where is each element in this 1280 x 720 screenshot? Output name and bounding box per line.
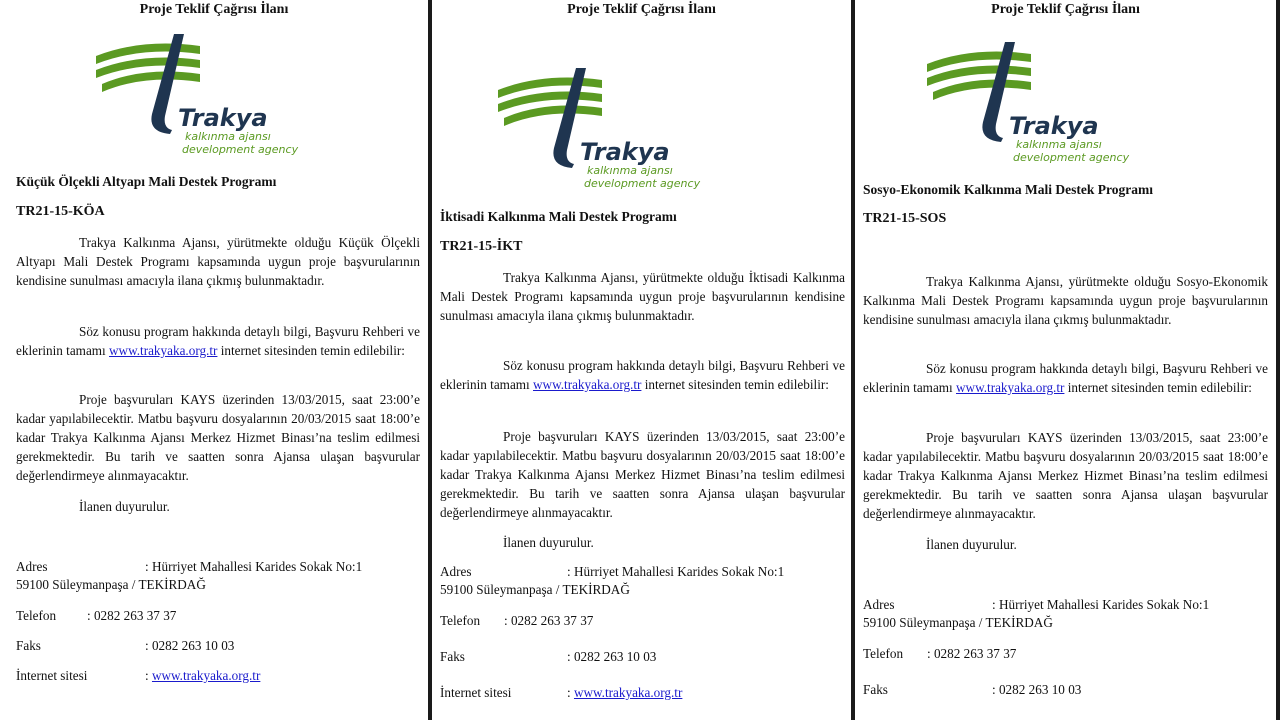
website-link[interactable]: www.trakyaka.org.tr — [956, 380, 1065, 395]
address-line2: 59100 Süleymanpaşa / TEKİRDAĞ — [440, 582, 630, 597]
svg-text:kalkınma ajansı: kalkınma ajansı — [185, 130, 271, 143]
svg-text:Trakya: Trakya — [1009, 112, 1099, 140]
fax-row: Faks : 0282 263 10 03 — [863, 682, 1082, 697]
deadline-paragraph: Proje başvuruları KAYS üzerinden 13/03/2015, saat 23:00’e kadar yapılabilecektir. Matbu başvuru dosyalarının 20/03/2015 saat 18:00’e kadar Trakya Kalkınma Ajansı Merkez Hizmet Binası’na teslim edilmesi gerekmektedir. Bu tarih ve saatten sonra Ajansa ulaşan başvurular değerlendirmeye alınmayacaktır. — [440, 429, 845, 520]
svg-text:development agency: development agency — [182, 143, 299, 156]
website-link[interactable]: www.trakyaka.org.tr — [151, 668, 261, 683]
announcement-page-3 — [855, 0, 1276, 720]
intro-paragraph: Trakya Kalkınma Ajansı, yürütmekte olduğu İktisadi Kalkınma Mali Destek Programı kapsamında uygun proje başvurularının kendisine sunulması amacıyla ilana çıkmış bulunmaktadır. — [440, 270, 845, 323]
program-code: TR21-15-KÖA — [16, 204, 105, 219]
intro-paragraph: Trakya Kalkınma Ajansı, yürütmekte olduğu Küçük Ölçekli Altyapı Mali Destek Programı kapsamında uygun proje başvurularının kendisine sunulması amacıyla ilana çıkmış bulunmaktadır. — [16, 235, 420, 288]
website-link[interactable]: www.trakyaka.org.tr — [573, 685, 683, 700]
program-title: Sosyo-Ekonomik Kalkınma Mali Destek Programı — [863, 182, 1154, 197]
address-line2: 59100 Süleymanpaşa / TEKİRDAĞ — [863, 615, 1053, 630]
address-row: Adres : Hürriyet Mahallesi Karides Sokak No:1 — [16, 559, 363, 574]
trakya-logo — [92, 32, 312, 160]
website-link[interactable]: www.trakyaka.org.tr — [533, 377, 642, 392]
website-link[interactable]: www.trakyaka.org.tr — [109, 343, 218, 358]
svg-text:kalkınma ajansı: kalkınma ajansı — [587, 164, 673, 177]
phone-row: Telefon : 0282 263 37 37 — [16, 608, 177, 623]
trakya-logo — [494, 66, 714, 194]
program-code: TR21-15-SOS — [863, 211, 947, 226]
deadline-paragraph: Proje başvuruları KAYS üzerinden 13/03/2015, saat 23:00’e kadar yapılabilecektir. Matbu başvuru dosyalarının 20/03/2015 saat 18:00’e kadar Trakya Kalkınma Ajansı Merkez Hizmet Binası’na teslim edilmesi gerekmektedir. Bu tarih ve saatten sonra Ajansa ulaşan başvurular değerlendirmeye alınmayacaktır. — [16, 392, 420, 483]
svg-text:development agency: development agency — [584, 177, 701, 190]
address-line2: 59100 Süleymanpaşa / TEKİRDAĞ — [16, 577, 206, 592]
svg-text:Trakya: Trakya — [178, 104, 268, 132]
phone-row: Telefon : 0282 263 37 37 — [440, 613, 594, 628]
intro-paragraph: Trakya Kalkınma Ajansı, yürütmekte olduğu Sosyo-Ekonomik Kalkınma Mali Destek Programı kapsamında uygun proje başvurularının kendisine sunulması amacıyla ilana çıkmış bulunmaktadır. — [863, 274, 1268, 327]
announce-text: İlanen duyurulur. — [503, 535, 594, 550]
announce-text: İlanen duyurulur. — [79, 499, 170, 514]
fax-row: Faks : 0282 263 10 03 — [16, 638, 235, 653]
fax-row: Faks : 0282 263 10 03 — [440, 649, 657, 664]
info-paragraph: Söz konusu program hakkında detaylı bilgi, Başvuru Rehberi ve eklerinin tamamı www.trakyaka.org.tr internet sitesinden temin edilebilir: — [863, 361, 1268, 395]
website-row: İnternet sitesi : www.trakyaka.org.tr — [16, 668, 261, 683]
program-title: Küçük Ölçekli Altyapı Mali Destek Programı — [16, 174, 277, 189]
program-title: İktisadi Kalkınma Mali Destek Programı — [440, 209, 677, 224]
page-header: Proje Teklif Çağrısı İlanı — [139, 2, 289, 17]
announcement-page-2 — [432, 0, 851, 720]
trakya-logo — [923, 40, 1143, 168]
announce-text: İlanen duyurulur. — [926, 537, 1017, 552]
page-header: Proje Teklif Çağrısı İlanı — [991, 2, 1140, 17]
program-code: TR21-15-İKT — [440, 239, 523, 254]
website-row: İnternet sitesi : www.trakyaka.org.tr — [440, 685, 683, 700]
page-header: Proje Teklif Çağrısı İlanı — [567, 2, 716, 17]
deadline-paragraph: Proje başvuruları KAYS üzerinden 13/03/2015, saat 23:00’e kadar yapılabilecektir. Matbu başvuru dosyalarının 20/03/2015 saat 18:00’e kadar Trakya Kalkınma Ajansı Merkez Hizmet Binası’na teslim edilmesi gerekmektedir. Bu tarih ve saatten sonra Ajansa ulaşan başvurular değerlendirmeye alınmayacaktır. — [863, 430, 1268, 521]
address-row: Adres : Hürriyet Mahallesi Karides Sokak No:1 — [440, 564, 785, 579]
address-row: Adres : Hürriyet Mahallesi Karides Sokak No:1 — [863, 597, 1210, 612]
svg-text:development agency: development agency — [1013, 151, 1130, 164]
announcement-page-1 — [0, 0, 428, 720]
info-paragraph: Söz konusu program hakkında detaylı bilgi, Başvuru Rehberi ve eklerinin tamamı www.trakyaka.org.tr internet sitesinden temin edilebilir: — [16, 324, 420, 358]
info-paragraph: Söz konusu program hakkında detaylı bilgi, Başvuru Rehberi ve eklerinin tamamı www.trakyaka.org.tr internet sitesinden temin edilebilir: — [440, 358, 845, 392]
svg-text:Trakya: Trakya — [580, 138, 670, 166]
svg-text:kalkınma ajansı: kalkınma ajansı — [1016, 138, 1102, 151]
phone-row: Telefon : 0282 263 37 37 — [863, 646, 1017, 661]
